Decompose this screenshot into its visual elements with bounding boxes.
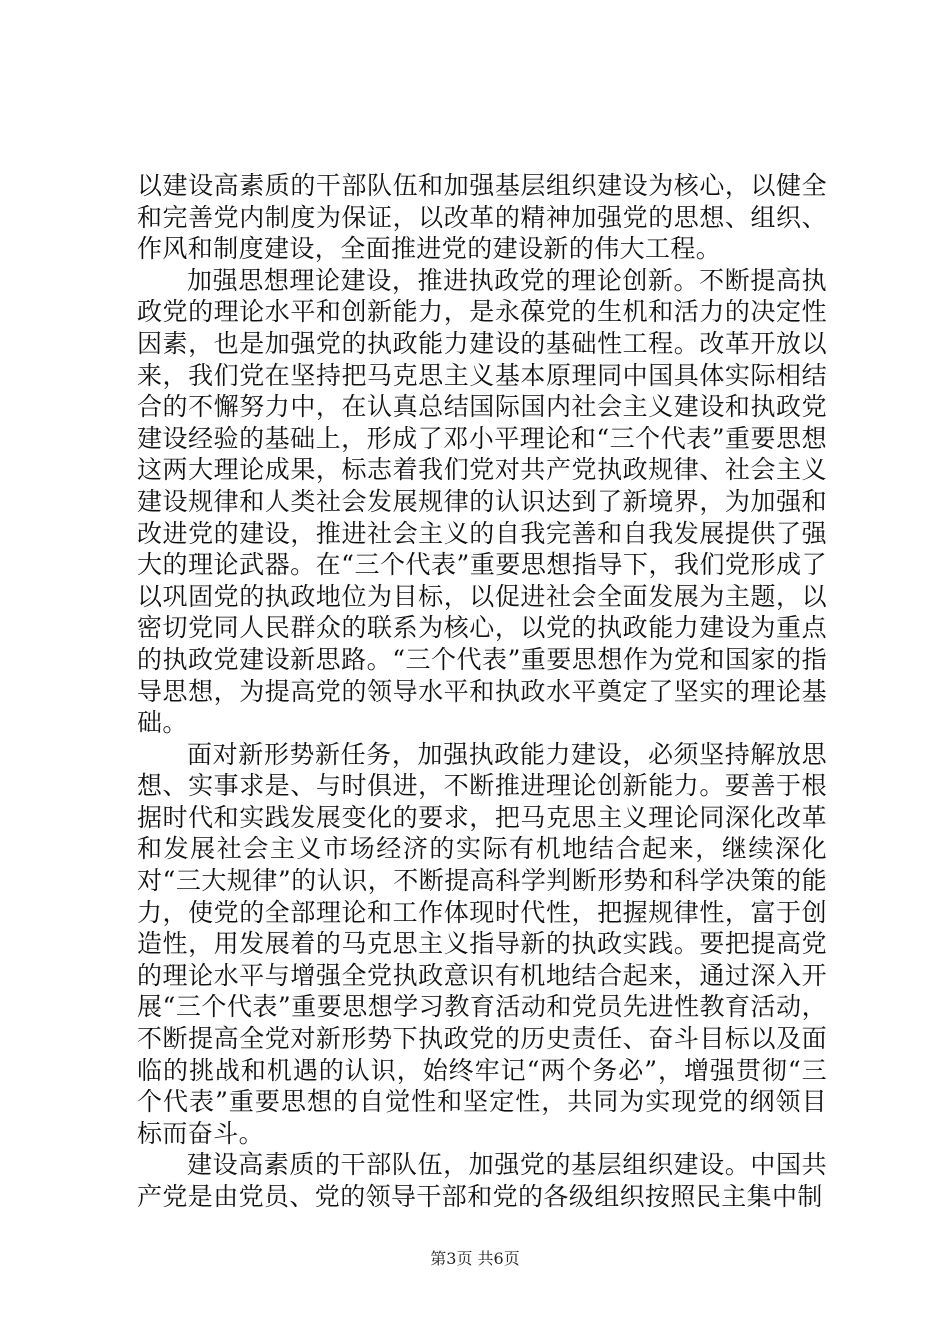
- paragraph-3: 面对新形势新任务，加强执政能力建设，必须坚持解放思想、实事求是、与时俱进，不断推进理论创新能力。要善于根据时代和实践发展变化的要求，把马克思主义理论同深化改革和发展社会主义市场经济的实际有机地结合起来，继续深化对“三大规律”的认识，不断提高科学判断形势和科学决策的能力，使党的全部理论和工作体现时代性，把握规律性，富于创造性，用发展着的马克思主义指导新的执政实践。要把提高党的理论水平与增强全党执政意识有机地结合起来，通过深入开展“三个代表”重要思想学习教育活动和党员先进性教育活动，不断提高全党对新形势下执政党的历史责任、奋斗目标以及面临的挑战和机遇的认识，始终牢记“两个务必”，增强贯彻“三个代表”重要思想的自觉性和坚定性，共同为实现党的纲领目标而奋斗。: [137, 739, 827, 1148]
- paragraph-1: 以建设高素质的干部队伍和加强基层组织建设为核心，以健全和完善党内制度为保证，以改革的精神加强党的思想、组织、作风和制度建设，全面推进党的建设新的伟大工程。: [137, 171, 827, 264]
- document-body: [137, 170, 827, 1213]
- page-number-footer: 第3页 共6页: [430, 1249, 520, 1268]
- paragraph-2: 加强思想理论建设，推进执政党的理论创新。不断提高执政党的理论水平和创新能力，是永葆党的生机和活力的决定性因素，也是加强党的执政能力建设的基础性工程。改革开放以来，我们党在坚持把马克思主义基本原理同中国具体实际相结合的不懈努力中，在认真总结国际国内社会主义建设和执政党建设经验的基础上，形成了邓小平理论和“三个代表”重要思想这两大理论成果，标志着我们党对共产党执政规律、社会主义建设规律和人类社会发展规律的认识达到了新境界，为加强和改进党的建设，推进社会主义的自我完善和自我发展提供了强大的理论武器。在“三个代表”重要思想指导下，我们党形成了以巩固党的执政地位为目标，以促进社会全面发展为主题，以密切党同人民群众的联系为核心，以党的执政能力建设为重点的执政党建设新思路。“三个代表”重要思想作为党和国家的指导思想，为提高党的领导水平和执政水平奠定了坚实的理论基础。: [137, 265, 827, 738]
- paragraph-4: 建设高素质的干部队伍，加强党的基层组织建设。中国共产党是由党员、党的领导干部和党的各级组织按照民主集中制: [137, 1150, 827, 1211]
